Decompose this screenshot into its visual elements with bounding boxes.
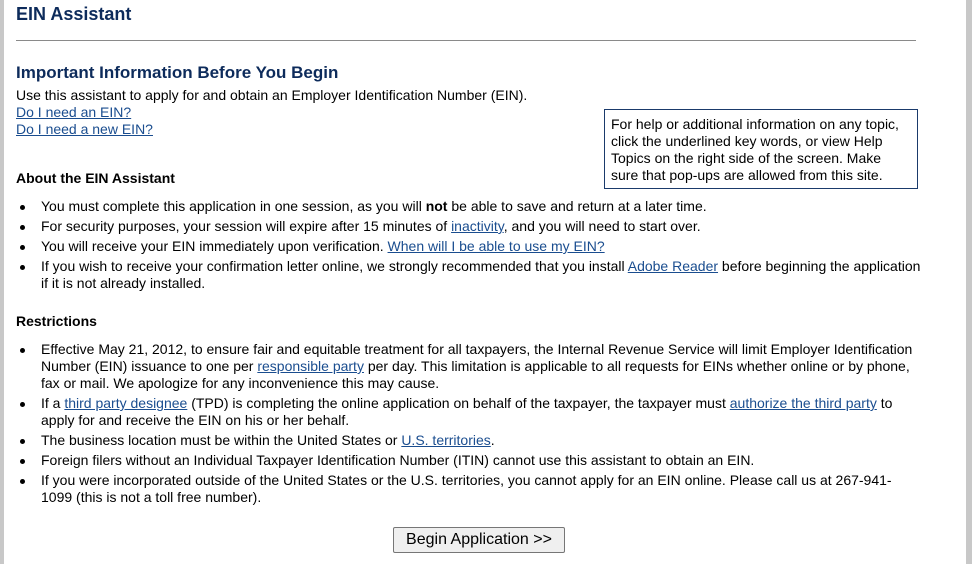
title-divider: [16, 40, 916, 41]
window-right-border: [966, 0, 972, 564]
us-territories-link[interactable]: U.S. territories: [401, 432, 491, 448]
list-item: If you wish to receive your confirmation letter online, we strongly recommended that you install Adobe Reader before beginning the application if it is not already installed.: [16, 258, 921, 292]
window-left-border: [0, 0, 4, 564]
help-info-box: For help or additional information on any topic, click the underlined key words, or view Help Topics on the right side of the screen. Make sure that pop-ups are allowed from this site.: [604, 109, 918, 189]
list-item: You must complete this application in one session, as you will not be able to save and return at a later time.: [16, 198, 921, 215]
about-list: [16, 198, 921, 295]
page-title: EIN Assistant: [16, 4, 132, 24]
list-item: If a third party designee (TPD) is completing the online application on behalf of the taxpayer, the taxpayer must authorize the third party to apply for and receive the EIN on his or her behalf.: [16, 395, 921, 429]
list-item: For security purposes, your session will expire after 15 minutes of inactivity, and you will need to start over.: [16, 218, 921, 235]
need-ein-link-row: [16, 104, 131, 121]
responsible-party-link[interactable]: responsible party: [257, 358, 364, 374]
emphasis-not: not: [425, 198, 448, 214]
authorize-third-party-link[interactable]: authorize the third party: [729, 395, 877, 411]
need-new-ein-link-row: [16, 121, 153, 138]
list-item: If you were incorporated outside of the United States or the U.S. territories, you cannot apply for an EIN online. Please call us at 267-941-1099 (this is not a toll free number).: [16, 472, 921, 506]
intro-heading: Important Information Before You Begin: [16, 63, 339, 82]
list-item: The business location must be within the United States or U.S. territories.: [16, 432, 921, 449]
restrictions-heading: Restrictions: [16, 313, 97, 329]
begin-application-button[interactable]: Begin Application >>: [393, 527, 565, 553]
restrictions-list: [16, 341, 921, 509]
about-heading: About the EIN Assistant: [16, 170, 175, 186]
do-i-need-ein-link[interactable]: Do I need an EIN?: [16, 104, 132, 120]
intro-text: Use this assistant to apply for and obtain an Employer Identification Number (EIN).: [16, 87, 528, 103]
third-party-designee-link[interactable]: third party designee: [64, 395, 188, 411]
do-i-need-new-ein-link[interactable]: Do I need a new EIN?: [16, 121, 153, 137]
list-item: Foreign filers without an Individual Taxpayer Identification Number (ITIN) cannot use this assistant to obtain an EIN.: [16, 452, 921, 469]
list-item: You will receive your EIN immediately upon verification. When will I be able to use my EIN?: [16, 238, 921, 255]
when-use-ein-link[interactable]: When will I be able to use my EIN?: [387, 238, 605, 254]
adobe-reader-link[interactable]: Adobe Reader: [627, 258, 719, 274]
inactivity-link[interactable]: inactivity: [451, 218, 504, 234]
list-item: Effective May 21, 2012, to ensure fair and equitable treatment for all taxpayers, the Internal Revenue Service will limit Employer Identification Number (EIN) issuance to one per responsible party per day. This limitation is applicable to all requests for EINs whether online or by phone, fax or mail. We apologize for any inconvenience this may cause.: [16, 341, 921, 392]
